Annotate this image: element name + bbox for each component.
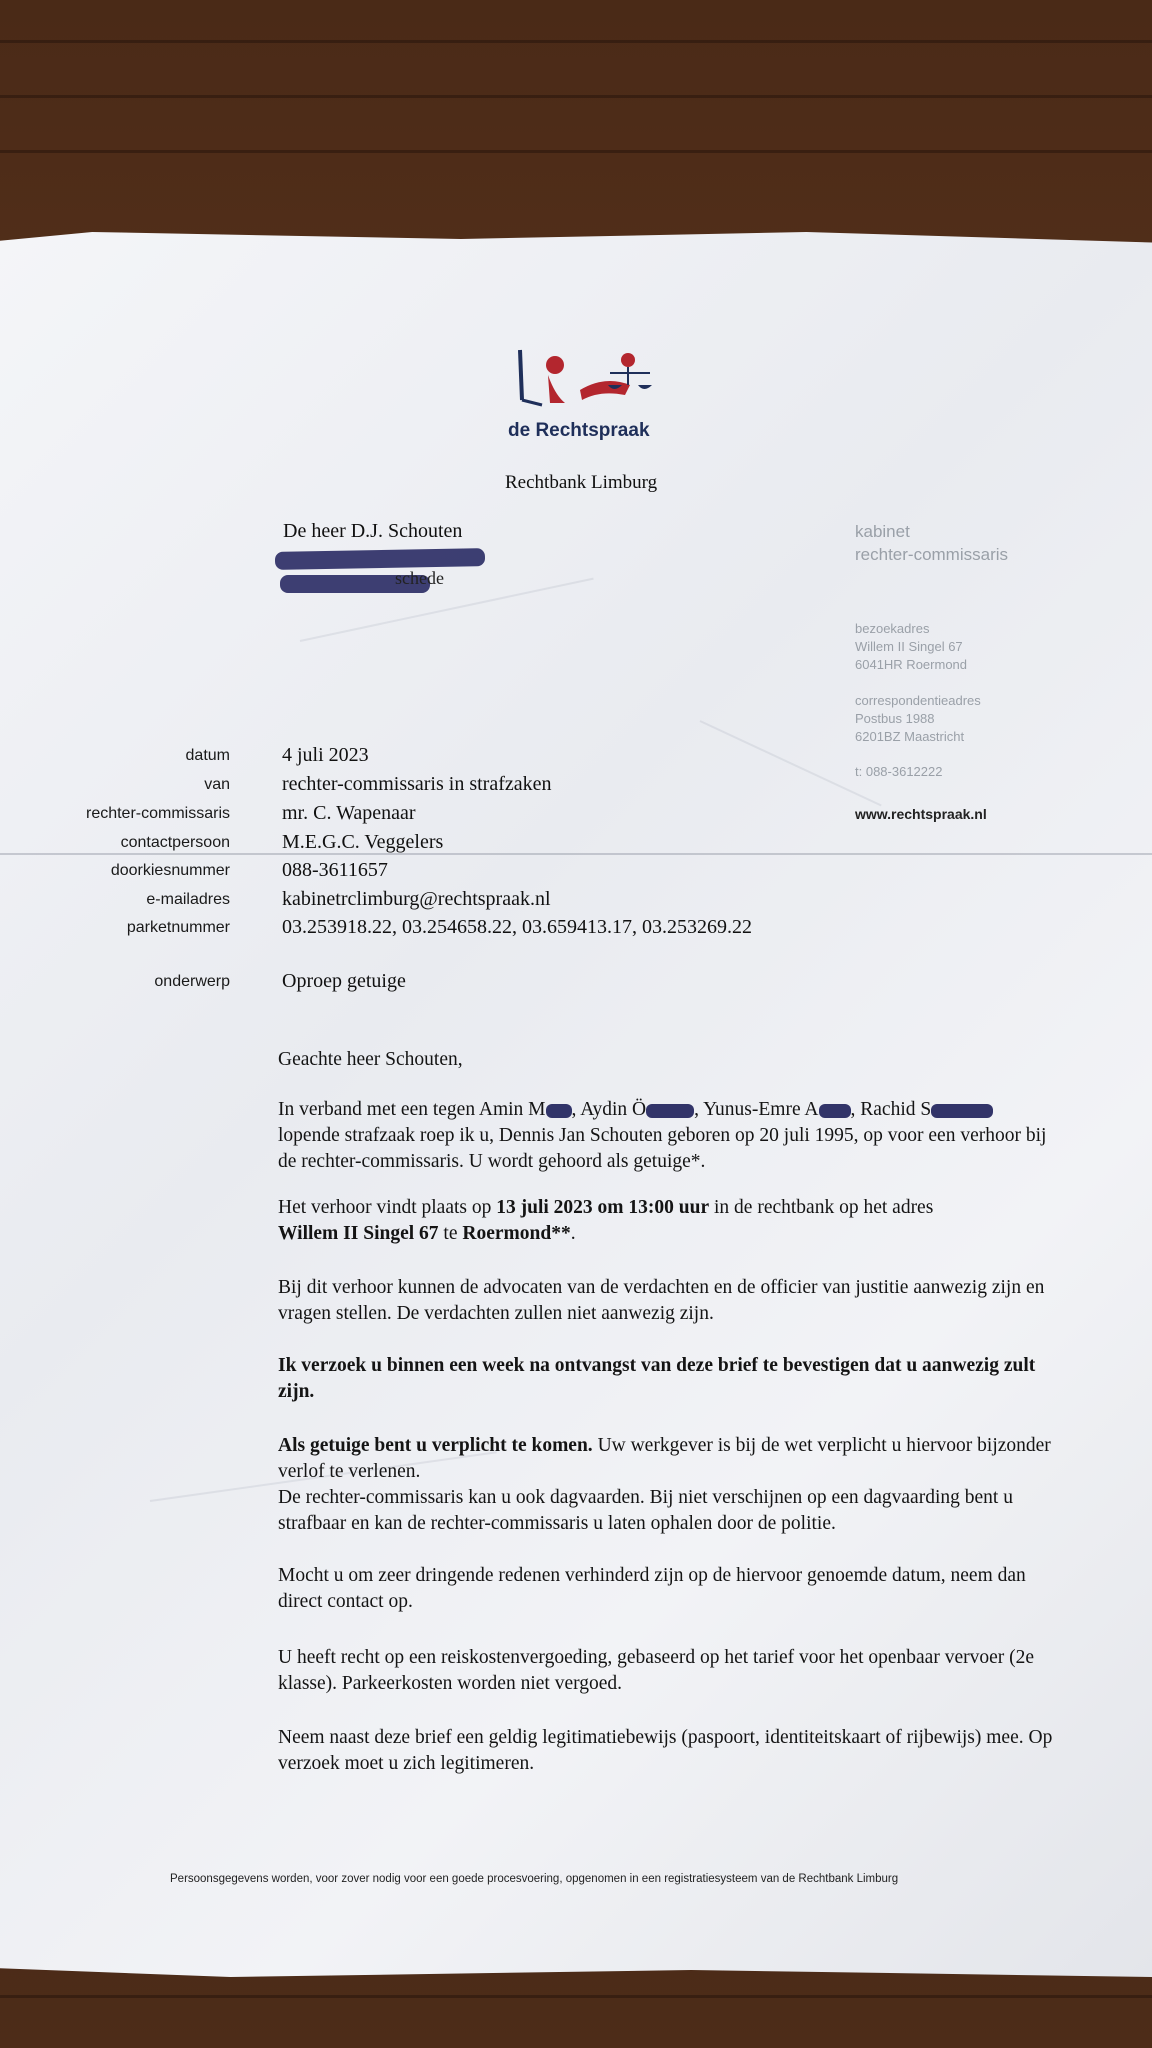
meta-value: 088-3611657 (282, 859, 388, 881)
paragraph-attendance: Bij dit verhoor kunnen de advocaten van de verdachten en de officier van justitie aanwezig zijn en vragen stellen. De verdachten zullen niet aanwezig zijn. (278, 1277, 1045, 1324)
meta-label: van (204, 776, 230, 793)
meta-value: M.E.G.C. Veggelers (282, 831, 444, 853)
subject-label: onderwerp (154, 973, 230, 990)
court-name: Rechtbank Limburg (505, 472, 658, 493)
sidebar-website: www.rechtspraak.nl (855, 806, 987, 822)
sidebar-label: correspondentieadres (855, 693, 981, 708)
rechtspraak-logo (510, 345, 680, 415)
justitia-icon (510, 345, 680, 415)
meta-label: contactpersoon (120, 834, 230, 851)
meta-value: kabinetrclimburg@rechtspraak.nl (282, 888, 551, 910)
meta-label: rechter-commissaris (85, 805, 230, 822)
paragraph-hearing: Het verhoor vindt plaats op 13 juli 2023 om 13:00 uur in de rechtbank op het adres Willem II Singel 67 te Roermond**. (278, 1197, 934, 1244)
sidebar-address: Willem II Singel 67 (855, 639, 963, 654)
redaction-bar (275, 548, 485, 570)
recipient-address-partial: schede (395, 568, 444, 588)
footer-privacy-note: Persoonsgegevens worden, voor zover nodig voor een goede procesvoering, opgenomen in een registratiesysteem van de Rechtbank Limburg (170, 1873, 899, 1885)
subject-value: Oproep getuige (282, 970, 406, 992)
meta-label: datum (185, 747, 230, 764)
sidebar-address: 6201BZ Maastricht (855, 729, 965, 744)
sidebar-address: 6041HR Roermond (855, 657, 968, 672)
meta-label: parketnummer (126, 919, 230, 936)
salutation: Geachte heer Schouten, (278, 1049, 463, 1070)
paragraph-prevented: Mocht u om zeer dringende redenen verhinderd zijn op de hiervoor genoemde datum, neem dan direct contact op. (278, 1565, 1026, 1612)
meta-value: rechter-commissaris in strafzaken (282, 773, 552, 795)
meta-label: doorkiesnummer (110, 862, 230, 879)
paragraph-obligation: Als getuige bent u verplicht te komen. Uw werkgever is bij de wet verplicht u hiervoor bijzonder verlof te verlenen. De rechter-commissaris kan u ook dagvaarden. Bij niet verschijnen op een dagvaarding bent u strafbaar en kan de rechter-commissaris u laten ophalen door de politie. (278, 1435, 1051, 1534)
paragraph-confirm: Ik verzoek u binnen een week na ontvangst van deze brief te bevestigen dat u aanwezig zult zijn. (278, 1355, 1036, 1402)
paragraph-identification: Neem naast deze brief een geldig legitimatiebewijs (paspoort, identiteitskaart of rijbewijs) mee. Op verzoek moet u zich legitimeren. (278, 1727, 1053, 1774)
sidebar-dept: kabinet (855, 522, 910, 541)
paper-fold (0, 853, 1152, 855)
recipient-name: De heer D.J. Schouten (283, 520, 463, 542)
sidebar-phone: t: 088-3612222 (855, 764, 943, 779)
meta-value: mr. C. Wapenaar (282, 802, 416, 824)
meta-value: 4 juli 2023 (282, 744, 369, 766)
sidebar-dept: rechter-commissaris (855, 545, 1009, 564)
sidebar-label: bezoekadres (855, 621, 930, 636)
meta-label: e-mailadres (146, 891, 230, 908)
sidebar-address: Postbus 1988 (855, 711, 935, 726)
logo-text: de Rechtspraak (508, 420, 650, 441)
paragraph-travel-costs: U heeft recht op een reiskostenvergoeding, gebaseerd op het tarief voor het openbaar vervoer (2e klasse). Parkeerkosten worden niet vergoed. (278, 1647, 1035, 1694)
paragraph-summons: In verband met een tegen Amin M , Aydin Ö , Yunus-Emre A , Rachid S lopende strafzaak roep ik u, Dennis Jan Schouten geboren op 20 juli 1995, op voor een verhoor bij de rechter-commissaris. U wordt gehoord als getuige*. (278, 1099, 1047, 1172)
meta-value: 03.253918.22, 03.254658.22, 03.659413.17, 03.253269.22 (282, 916, 752, 938)
